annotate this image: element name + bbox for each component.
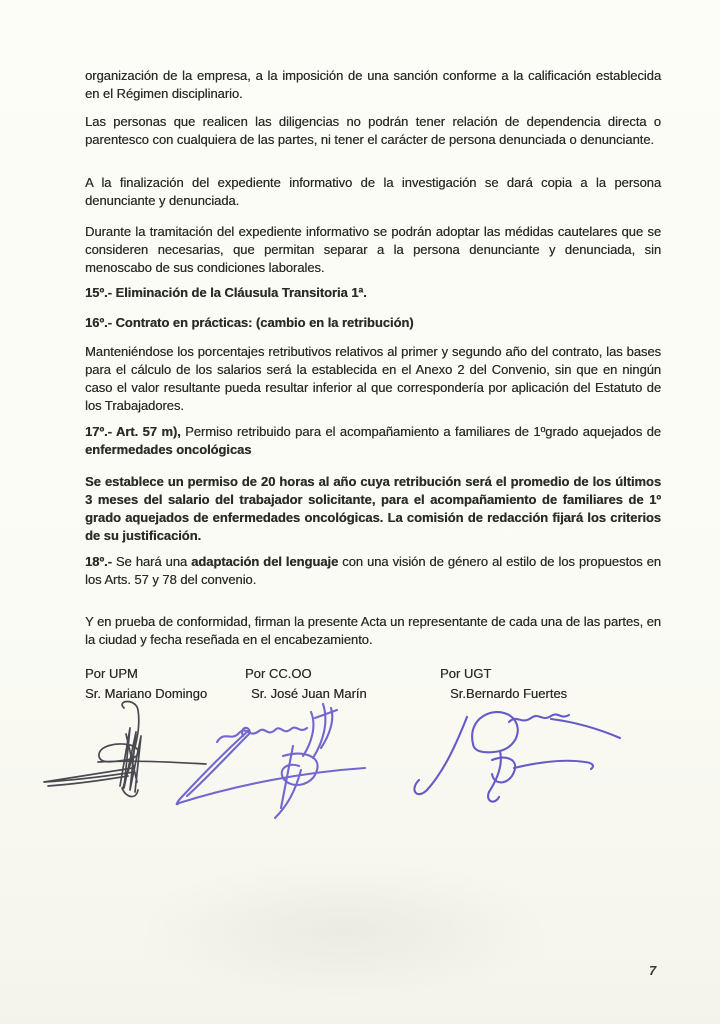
heading-clause-17 — [85, 423, 661, 459]
paragraph-text: Durante la tramitación del expediente informativo se podrán adoptar las médidas cautelares que se consideren necesarias, que permitan separar a la persona denunciante y denunciada, sin menoscabo de sus condiciones laborales. — [85, 224, 661, 275]
paragraph-text: Las personas que realicen las diligencias no podrán tener relación de dependencia directa o parentesco con cualquiera de las partes, ni tener el carácter de persona denunciada o denunciante. — [85, 114, 661, 147]
paragraph-clause-18 — [85, 553, 661, 589]
signature-column-ugt — [440, 664, 567, 704]
party-label: Por CC.OO — [245, 666, 312, 681]
paragraph-text: Y en prueba de conformidad, firman la presente Acta un representante de cada una de las partes, en la ciudad y fecha reseñada en el encabezamiento. — [85, 614, 661, 647]
heading-text: Permiso retribuido para el acompañamiento a familiares de 1ºgrado aquejados de — [185, 424, 661, 439]
paragraph-finalizacion — [85, 174, 661, 210]
signature-image-jose-juan-marin — [165, 700, 380, 822]
signer-name: Sr.Bernardo Fuertes — [450, 686, 568, 701]
paragraph-text: Se establece un permiso de 20 horas al año cuya retribución será el promedio de los últimos 3 meses del salario del trabajador solicitante, para el acompañamiento de familiares de 1º grado aquejados de enfermedades oncológicas. La comisión de redacción fijará los criterios de su justificación. — [85, 474, 661, 543]
page-number: 7 — [649, 963, 657, 978]
paragraph-text: Se hará una — [115, 554, 192, 569]
heading-clause-15 — [85, 284, 661, 302]
heading-text-bold: 17º.- Art. 57 m), — [85, 424, 186, 439]
paragraph-text-bold: 18º.- — [85, 554, 116, 569]
scan-shadow — [130, 860, 560, 1000]
heading-text: 16º.- Contrato en prácticas: (cambio en la retribución) — [85, 315, 414, 330]
heading-text: 15º.- Eliminación de la Cláusula Transitoria 1ª. — [85, 285, 367, 300]
paragraph-se-establece — [85, 473, 661, 545]
signer-name: Sr. José Juan Marín — [251, 686, 367, 701]
paragraph-conformidad — [85, 613, 661, 649]
party-label: Por UGT — [440, 666, 492, 681]
party-label: Por UPM — [85, 666, 138, 681]
paragraph-text: organización de la empresa, a la imposición de una sanción conforme a la calificación establecida en el Régimen disciplinario. — [85, 68, 661, 101]
paragraph-text: Manteniéndose los porcentajes retributivos relativos al primer y segundo año del contrato, las bases para el cálculo de los salarios será la establecida en el Anexo 2 del Convenio, sin que en ningún caso el valor resultante pueda resultar inferior al que correspondería por aplicación del Estatuto de los Trabajadores. — [85, 344, 661, 413]
paragraph-las-personas — [85, 113, 661, 149]
signature-column-ccoo — [245, 664, 367, 704]
paragraph-text-bold: adaptación del lenguaje — [191, 554, 343, 569]
paragraph-manteniendose — [85, 343, 661, 415]
heading-text-bold: enfermedades oncológicas — [85, 442, 252, 457]
heading-clause-16 — [85, 314, 661, 332]
signature-image-bernardo-fuertes — [405, 702, 640, 807]
paragraph-text: A la finalización del expediente informativo de la investigación se dará copia a la persona denunciante y denunciada. — [85, 175, 661, 208]
paragraph-organizacion — [85, 67, 661, 103]
paragraph-text: con una visión de género al estilo de los propuestos en los Arts. 57 y 78 del convenio. — [85, 554, 661, 587]
paragraph-tramitacion — [85, 223, 661, 277]
signer-name: Sr. Mariano Domingo — [85, 686, 208, 701]
